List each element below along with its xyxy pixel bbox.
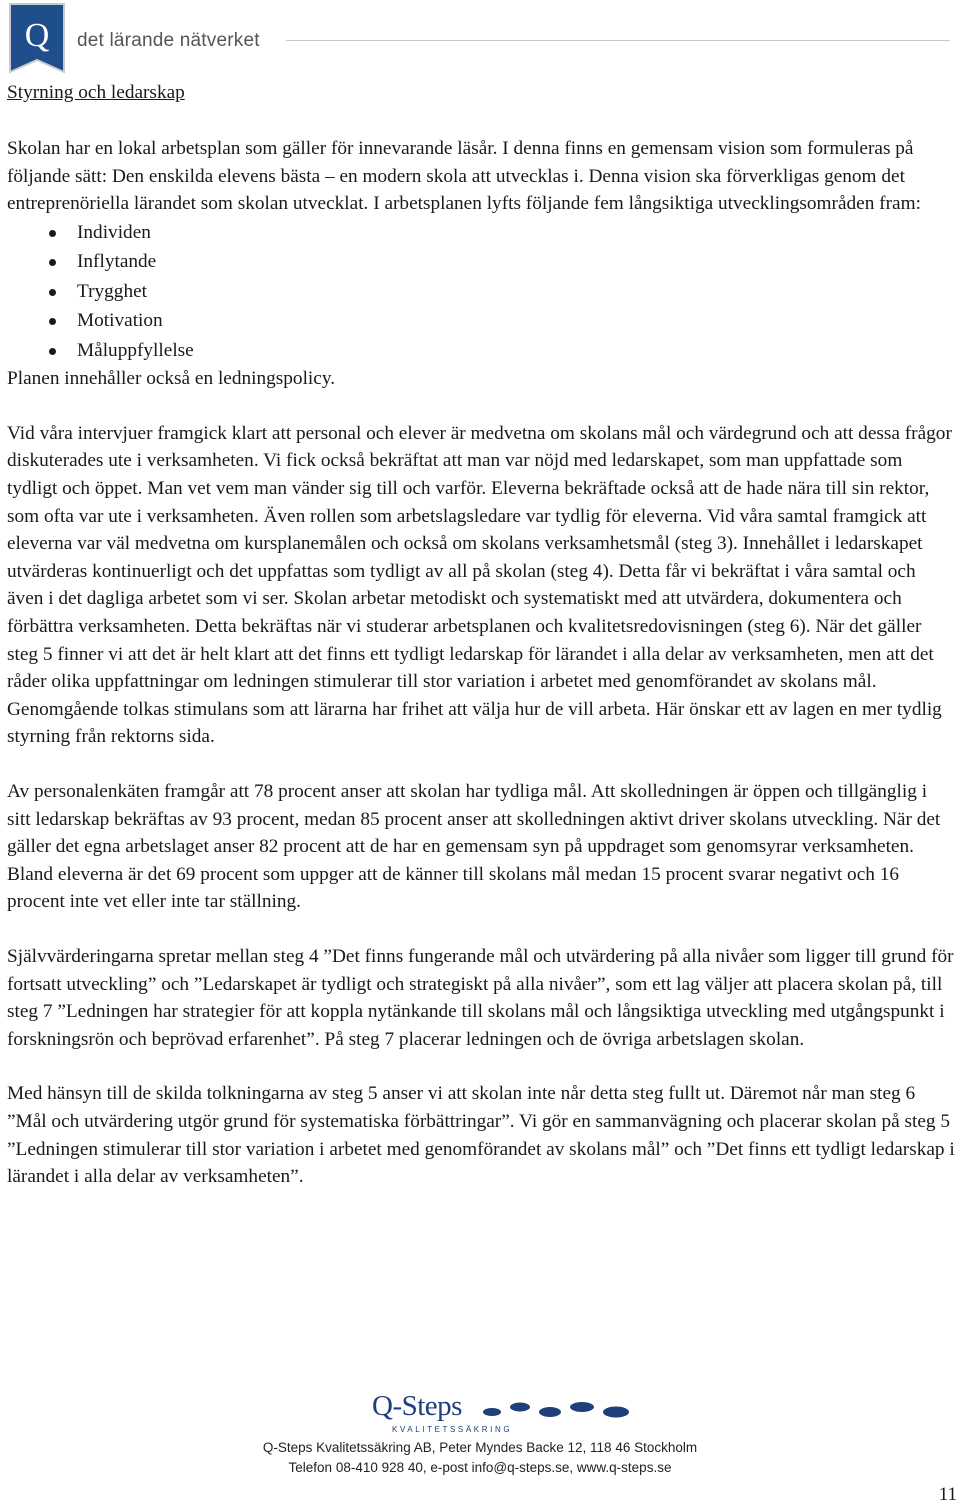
list-item: Måluppfyllelse: [7, 336, 955, 366]
page-header: [0, 0, 960, 82]
bullet-icon: [49, 289, 56, 296]
svg-text:Q: Q: [24, 17, 50, 54]
brand-name: det lärande nätverket: [77, 30, 260, 51]
bullet-icon: [49, 348, 56, 355]
body-paragraph: Av personalenkäten framgår att 78 procent anser att skolan har tydliga mål. Att skolledningen är öppen och tillgänglig i sitt ledarskap bekräftas av 93 procent, medan 85 procent anser att skolledningen aktivt driver skolans utveckling. När det gäller det egna arbetslaget anser 82 procent att de har en gemensam syn på uppdraget som genomsyrar verksamheten. Bland eleverna är det 69 procent som uppger att de känner till skolans mål medan 15 procent svarar negativt och 16 procent inte vet eller inte tar ställning.: [7, 781, 941, 913]
list-item: Inflytande: [7, 247, 955, 277]
policy-sentence: Planen innehåller också en ledningspolicy.: [7, 368, 336, 390]
document-body: [7, 78, 955, 1191]
qsteps-logo-text: Q-Steps: [372, 1390, 462, 1422]
body-paragraph: Vid våra intervjuer framgick klart att personal och elever är medvetna om skolans mål och värdegrund och att dessa frågor diskuterades ute i verksamheten. Vi fick också bekräftat att man var nöjd med ledarskapet, som man uppfattade som tydligt och öppet. Man vet vem man vänder sig till och varför. Eleverna bekräftade också att de hade nära till sin rektor, som ofta var ute i verksamheten. Även rollen som arbetslagsledare var tydlig för eleverna. Vid våra samtal framgick att eleverna var väl medvetna om kursplanemålen och också om skolans verksamhetsmål (steg 3). Innehållet i ledarskapet utvärderas kontinuerligt och det uppfattas som tydligt av all på skolan (steg 4). Detta får vi bekräftat i våra samtal och även i det dagliga arbetet som vi ser. Skolan arbetar metodiskt och systematiskt med att utvärdera, dokumentera och förbättra verksamheten. Detta bekräftas när vi studerar arbetsplanen och kvalitetsredovisningen (steg 6). När det gäller steg 5 finner vi att det är helt klart att det finns ett tydligt ledarskap för lärandet i alla delar av verksamheten, men att det råder olika uppfattningar om ledningen stimulerar till stor variation i arbetet med genomförandet av skolans mål. Genomgående tolkas stimulans som att lärarna har frihet att välja hur de vill arbeta. Här önskar ett av lagen en mer tydlig styrning från rektorns sida.: [7, 422, 952, 748]
bullet-icon: [49, 318, 56, 325]
focus-area-list: [7, 218, 955, 366]
list-item: Trygghet: [7, 277, 955, 307]
footsteps-icon: [482, 1398, 642, 1422]
intro-paragraph: Skolan har en lokal arbetsplan som gäller för innevarande läsår. I denna finns en gemensam vision som formuleras på följande sätt: Den enskilda elevens bästa – en modern skola att utvecklas i. Denna vision ska förverkligas genom det entreprenöriella lärandet som skolan utvecklat. I arbetsplanen lyfts följande fem långsiktiga utvecklingsområden fram:: [7, 138, 921, 215]
qsteps-logo-subtext: KVALITETSSÄKRING: [392, 1425, 513, 1434]
list-item: Individen: [7, 218, 955, 248]
list-item: Motivation: [7, 306, 955, 336]
page-number: 11: [938, 1484, 957, 1505]
footer-address: Q-Steps Kvalitetssäkring AB, Peter Myndes Backe 12, 118 46 Stockholm: [262, 1440, 698, 1455]
body-paragraph: Självvärderingarna spretar mellan steg 4 ”Det finns fungerande mål och utvärdering på alla nivåer som ligger till grund för fortsatt utveckling” och ”Ledarskapet är tydligt och strategiskt på alla nivåer”, som ett lag väljer att placera skolan på, till steg 7 ”Ledningen har strategier för att koppla nytänkande till skolans mål och långsiktiga utveckling med utgångspunkt i forskningsrön och beprövad erfarenhet”. På steg 7 placerar ledningen och de övriga arbetslagen skolan.: [7, 945, 954, 1050]
footer-contact: Telefon 08-410 928 40, e-post info@q-steps.se, www.q-steps.se: [288, 1460, 672, 1475]
bullet-icon: [49, 230, 56, 237]
body-paragraph: Med hänsyn till de skilda tolkningarna av steg 5 anser vi att skolan inte når detta steg fullt ut. Däremot når man steg 6 ”Mål och utvärdering utgör grund för systematiska förbättringar”. Vi gör en sammanvägning och placerar skolan på steg 5 ”Ledningen stimulerar till stor variation i arbetet med genomförandet av skolans mål” och ”Det finns ett tydligt ledarskap i lärandet i alla delar av verksamheten”.: [7, 1083, 955, 1188]
q-logo-icon: [4, 2, 66, 74]
bullet-icon: [49, 259, 56, 266]
header-divider: [286, 40, 950, 41]
section-title: Styrning och ledarskap: [7, 82, 185, 103]
page-footer: [0, 1388, 960, 1503]
